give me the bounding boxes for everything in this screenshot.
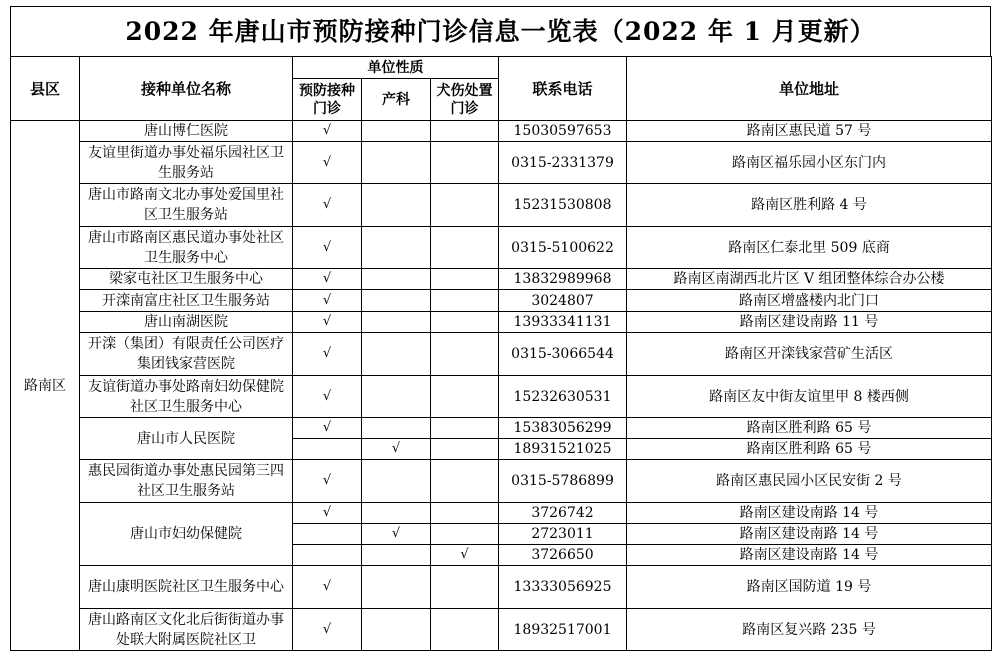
- dogbite-cell: [431, 333, 499, 376]
- unit-name-cell: 唐山市人民医院: [80, 418, 293, 460]
- preventive-cell: √: [293, 376, 362, 418]
- obstetric-cell: [362, 142, 431, 184]
- phone-cell: 15231530808: [499, 184, 627, 227]
- phone-cell: 15232630531: [499, 376, 627, 418]
- table-row: [11, 333, 992, 376]
- unit-name-cell: 唐山南湖医院: [80, 312, 293, 333]
- preventive-cell: √: [293, 121, 362, 142]
- table-row: [11, 184, 992, 227]
- dogbite-cell: [431, 269, 499, 290]
- dogbite-cell: [431, 227, 499, 269]
- obstetric-cell: [362, 376, 431, 418]
- phone-cell: 0315-5100622: [499, 227, 627, 269]
- unit-name-cell: 梁家屯社区卫生服务中心: [80, 269, 293, 290]
- phone-cell: 3024807: [499, 290, 627, 312]
- preventive-cell: [293, 545, 362, 566]
- phone-cell: 0315-2331379: [499, 142, 627, 184]
- preventive-cell: √: [293, 290, 362, 312]
- dogbite-cell: [431, 524, 499, 545]
- obstetric-cell: [362, 566, 431, 609]
- phone-cell: 0315-3066544: [499, 333, 627, 376]
- preventive-cell: √: [293, 269, 362, 290]
- address-cell: 路南区胜利路 65 号: [627, 418, 992, 439]
- dogbite-cell: [431, 142, 499, 184]
- table-row: [11, 418, 992, 439]
- dogbite-cell: [431, 312, 499, 333]
- dogbite-cell: [431, 460, 499, 503]
- table-row: [11, 609, 992, 651]
- phone-cell: 18932517001: [499, 609, 627, 651]
- phone-cell: 2723011: [499, 524, 627, 545]
- dogbite-cell: [431, 609, 499, 651]
- phone-cell: 18931521025: [499, 439, 627, 460]
- obstetric-cell: [362, 609, 431, 651]
- dogbite-cell: [431, 418, 499, 439]
- obstetric-cell: [362, 269, 431, 290]
- phone-cell: 13333056925: [499, 566, 627, 609]
- address-cell: 路南区南湖西北片区 V 组团整体综合办公楼: [627, 269, 992, 290]
- preventive-cell: √: [293, 184, 362, 227]
- dogbite-cell: √: [431, 545, 499, 566]
- page-title: 2022 年唐山市预防接种门诊信息一览表（2022 年 1 月更新）: [10, 6, 991, 56]
- dogbite-cell: [431, 503, 499, 524]
- preventive-cell: √: [293, 503, 362, 524]
- unit-name-cell: 唐山博仁医院: [80, 121, 293, 142]
- dogbite-cell: [431, 121, 499, 142]
- obstetric-cell: [362, 184, 431, 227]
- preventive-cell: √: [293, 312, 362, 333]
- header-type-dogbite: 犬伤处置门诊: [431, 79, 499, 121]
- address-cell: 路南区福乐园小区东门内: [627, 142, 992, 184]
- preventive-cell: √: [293, 418, 362, 439]
- unit-name-cell: 唐山市路南文北办事处爱国里社区卫生服务站: [80, 184, 293, 227]
- address-cell: 路南区惠民园小区民安街 2 号: [627, 460, 992, 503]
- preventive-cell: √: [293, 460, 362, 503]
- address-cell: 路南区惠民道 57 号: [627, 121, 992, 142]
- obstetric-cell: [362, 290, 431, 312]
- phone-cell: 3726742: [499, 503, 627, 524]
- preventive-cell: [293, 439, 362, 460]
- address-cell: 路南区仁泰北里 509 底商: [627, 227, 992, 269]
- unit-name-cell: 唐山市妇幼保健院: [80, 503, 293, 566]
- address-cell: 路南区开滦钱家营矿生活区: [627, 333, 992, 376]
- address-cell: 路南区友中街友谊里甲 8 楼西侧: [627, 376, 992, 418]
- header-unit-name: 接种单位名称: [80, 57, 293, 121]
- unit-name-cell: 唐山市路南区惠民道办事处社区卫生服务中心: [80, 227, 293, 269]
- phone-cell: 15030597653: [499, 121, 627, 142]
- unit-name-cell: 友谊街道办事处路南妇幼保健院社区卫生服务中心: [80, 376, 293, 418]
- table-row: [11, 376, 992, 418]
- address-cell: 路南区复兴路 235 号: [627, 609, 992, 651]
- phone-cell: 13832989968: [499, 269, 627, 290]
- address-cell: 路南区建设南路 11 号: [627, 312, 992, 333]
- obstetric-cell: [362, 418, 431, 439]
- unit-name-cell: 唐山康明医院社区卫生服务中心: [80, 566, 293, 609]
- header-unit-type: 单位性质: [293, 57, 499, 79]
- preventive-cell: √: [293, 609, 362, 651]
- address-cell: 路南区增盛楼内北门口: [627, 290, 992, 312]
- obstetric-cell: [362, 545, 431, 566]
- phone-cell: 0315-5786899: [499, 460, 627, 503]
- unit-name-cell: 友谊里街道办事处福乐园社区卫生服务站: [80, 142, 293, 184]
- preventive-cell: √: [293, 142, 362, 184]
- address-cell: 路南区国防道 19 号: [627, 566, 992, 609]
- unit-name-cell: 开滦南富庄社区卫生服务站: [80, 290, 293, 312]
- header-type-preventive: 预防接种门诊: [293, 79, 362, 121]
- header-address: 单位地址: [627, 57, 992, 121]
- address-cell: 路南区建设南路 14 号: [627, 524, 992, 545]
- obstetric-cell: [362, 503, 431, 524]
- table-row: [11, 227, 992, 269]
- preventive-cell: √: [293, 333, 362, 376]
- obstetric-cell: √: [362, 524, 431, 545]
- obstetric-cell: [362, 121, 431, 142]
- unit-name-cell: 唐山路南区文化北后街街道办事处联大附属医院社区卫: [80, 609, 293, 651]
- obstetric-cell: [362, 312, 431, 333]
- header-type-obstetric: 产科: [362, 79, 431, 121]
- table-row: [11, 290, 992, 312]
- obstetric-cell: [362, 333, 431, 376]
- dogbite-cell: [431, 439, 499, 460]
- table-row: [11, 142, 992, 184]
- dogbite-cell: [431, 566, 499, 609]
- phone-cell: 15383056299: [499, 418, 627, 439]
- phone-cell: 13933341131: [499, 312, 627, 333]
- table-row: [11, 269, 992, 290]
- table-row: [11, 121, 992, 142]
- address-cell: 路南区胜利路 4 号: [627, 184, 992, 227]
- obstetric-cell: [362, 460, 431, 503]
- unit-name-cell: 开滦（集团）有限责任公司医疗集团钱家营医院: [80, 333, 293, 376]
- clinic-table: [10, 56, 992, 651]
- district-cell: 路南区: [11, 121, 80, 651]
- preventive-cell: √: [293, 566, 362, 609]
- header-phone: 联系电话: [499, 57, 627, 121]
- dogbite-cell: [431, 376, 499, 418]
- table-row: [11, 312, 992, 333]
- table-row: [11, 460, 992, 503]
- address-cell: 路南区建设南路 14 号: [627, 545, 992, 566]
- preventive-cell: [293, 524, 362, 545]
- header-district: 县区: [11, 57, 80, 121]
- dogbite-cell: [431, 290, 499, 312]
- table-row: [11, 566, 992, 609]
- dogbite-cell: [431, 184, 499, 227]
- address-cell: 路南区建设南路 14 号: [627, 503, 992, 524]
- obstetric-cell: √: [362, 439, 431, 460]
- unit-name-cell: 惠民园街道办事处惠民园第三四社区卫生服务站: [80, 460, 293, 503]
- document-sheet: [10, 6, 991, 651]
- table-row: [11, 503, 992, 524]
- preventive-cell: √: [293, 227, 362, 269]
- address-cell: 路南区胜利路 65 号: [627, 439, 992, 460]
- obstetric-cell: [362, 227, 431, 269]
- phone-cell: 3726650: [499, 545, 627, 566]
